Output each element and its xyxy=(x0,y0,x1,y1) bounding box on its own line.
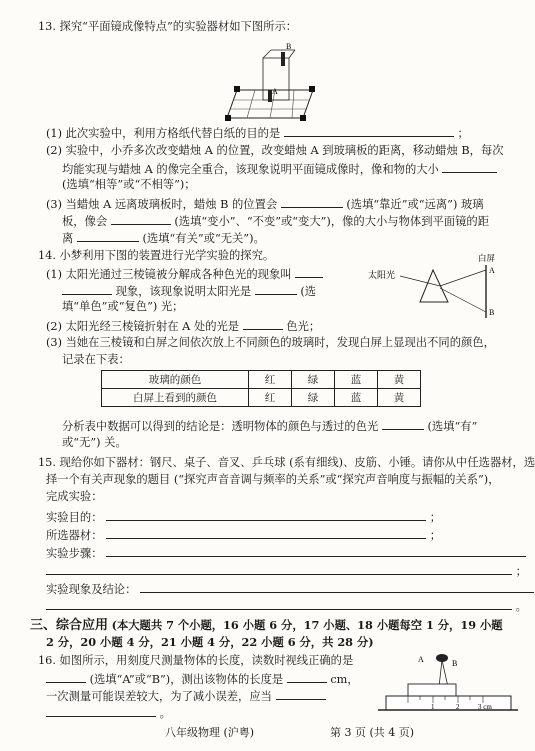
q16-line2-text: (选填“A”或“B”)，测出该物体的长度是 xyxy=(89,673,284,686)
section3-desc-b: 2 分，20 小题 4 分，21 小题 4 分，22 小题 6 分，共 28 分) xyxy=(46,635,374,649)
q16-line1 xyxy=(38,654,353,668)
q13-part3c-text2: (选填“有关”或“无关”)。 xyxy=(142,232,265,245)
q14-blank-1b[interactable] xyxy=(62,283,112,295)
q13-part3b-text2: (选填“变小”、“不变”或“变大”)，像的大小与物体到平面镜的距 xyxy=(174,215,489,228)
q15-steps-row-2 xyxy=(46,563,527,579)
q14-part1b-text: 现象，该现象说明太阳光是 xyxy=(115,285,252,298)
table-cell: 绿 xyxy=(292,371,335,389)
q16-line3 xyxy=(46,688,326,704)
q16-blank-3[interactable] xyxy=(276,688,326,700)
q14-conclusion-text2: (选填“有” xyxy=(427,420,478,433)
q16-line4 xyxy=(46,705,171,721)
q16-label-b: B xyxy=(452,659,458,668)
q15-result-blank-2[interactable] xyxy=(46,598,512,610)
q14-part1a-text: (1) 太阳光通过三棱镜被分解成各种色光的现象叫 xyxy=(46,268,292,281)
table-row xyxy=(102,389,421,407)
q13-part3a-text: (3) 当蜡烛 A 远离玻璃板时，蜡烛 B 的位置会 xyxy=(46,198,278,211)
q16-label-a: A xyxy=(418,655,424,664)
q16-line2-unit: cm， xyxy=(330,673,359,686)
table-cell: 蓝 xyxy=(335,371,378,389)
table-cell: 白屏上看到的颜色 xyxy=(102,389,249,407)
q14-part1b-text2: (选 xyxy=(300,285,317,298)
q14-conclusion-a xyxy=(62,418,477,434)
q13-part2b xyxy=(62,161,497,177)
table-cell: 黄 xyxy=(378,389,421,407)
q14-color-table xyxy=(101,370,421,407)
q16-blank-4[interactable] xyxy=(46,705,156,717)
q15-result-label: 实验现象及结论： xyxy=(46,583,137,596)
section3-desc-a: (本大题共 7 个小题，16 小题 6 分，17 小题、18 小题每空 1 分，19 小题 xyxy=(111,618,503,632)
q14-part2-text: (2) 太阳光经三棱镜折射在 A 处的光是 xyxy=(46,320,240,333)
q13-blank-1[interactable] xyxy=(284,125,454,137)
q14-part2-end: 色光； xyxy=(286,320,321,333)
q15-period: 。 xyxy=(515,600,527,613)
footer-subject: 八年级物理 (沪粤) xyxy=(165,726,255,739)
q13-blank-4[interactable] xyxy=(111,213,171,225)
q15-steps-blank-1[interactable] xyxy=(106,545,526,557)
q15-stem-c: 完成实验： xyxy=(46,490,103,503)
footer-page-number: 第 3 页 (共 4 页) xyxy=(330,726,415,739)
q13-part2a: (2) 实验中，小乔多次改变蜡烛 A 的位置，改变蜡烛 A 到玻璃板的距离，移动蜡烛 B，每次 xyxy=(46,144,504,157)
table-cell: 蓝 xyxy=(335,389,378,407)
q15-steps-label: 实验步骤： xyxy=(46,547,103,560)
q16-tick-3: 3 cm xyxy=(478,703,492,711)
q14-part1c: 填“单色”或“复色”) 光； xyxy=(62,300,184,313)
q14-blank-2[interactable] xyxy=(255,283,297,295)
q15-purpose-label: 实验目的： xyxy=(46,511,103,524)
q16-tick-1: 1 xyxy=(431,703,435,711)
section3-header xyxy=(30,618,503,633)
q14-label-a: A xyxy=(489,266,495,275)
q14-blank-3[interactable] xyxy=(243,318,283,330)
table-cell: 红 xyxy=(249,389,292,407)
q13-part1-text: (1) 此次实验中，利用方格纸代替白纸的目的是 xyxy=(46,127,281,140)
q13-label-b: B xyxy=(286,42,292,51)
q15-steps-blank-2[interactable] xyxy=(46,563,512,575)
q14-blank-1a[interactable] xyxy=(295,266,323,278)
table-cell: 绿 xyxy=(292,389,335,407)
q13-mirror-figure xyxy=(225,38,325,123)
q13-blank-3[interactable] xyxy=(281,196,343,208)
q15-purpose-blank[interactable] xyxy=(106,509,426,521)
q16-line1-text: 16. 如图所示，用刻度尺测量物体的长度，读数时视线正确的是 xyxy=(38,654,354,667)
q13-part3b-text: 板，像会 xyxy=(62,215,108,228)
q16-ruler-figure xyxy=(378,648,518,718)
table-cell: 黄 xyxy=(378,371,421,389)
q16-line2 xyxy=(46,671,359,687)
q14-conclusion-b: 或“无”) 关。 xyxy=(62,436,127,449)
q16-blank-2[interactable] xyxy=(287,671,327,683)
q13-stem: 13. 探究“平面镜成像特点”的实验器材如下图所示： xyxy=(38,20,298,33)
table-cell: 红 xyxy=(249,371,292,389)
q14-part3b: 记录在下表： xyxy=(62,353,130,366)
q13-blank-2[interactable] xyxy=(442,161,497,173)
q15-stem-a: 15. 现给你如下器材：钢尺、桌子、音叉、乒乓球 (系有细线)、皮筋、小锤。请你从中任选器材，选 xyxy=(38,456,535,469)
q15-purpose-row xyxy=(46,509,441,525)
q13-part1 xyxy=(46,125,469,141)
q15-semicolon: ； xyxy=(515,565,527,578)
q15-result-row-2 xyxy=(46,598,527,614)
q14-part2 xyxy=(46,318,320,334)
table-cell: 玻璃的颜色 xyxy=(102,371,249,389)
q14-prism-figure xyxy=(368,254,508,322)
q13-part3c-text: 离 xyxy=(62,232,74,245)
q15-equipment-blank[interactable] xyxy=(106,527,426,539)
q13-part1-end: ； xyxy=(457,127,469,140)
q15-result-blank-1[interactable] xyxy=(140,581,534,593)
q15-result-row xyxy=(46,581,534,597)
q15-semicolon: ； xyxy=(429,511,441,524)
q14-blank-4[interactable] xyxy=(382,418,424,430)
q13-label-a: A xyxy=(272,87,278,96)
q13-part2b-text: 均能实现与蜡烛 A 的像完全重合，该现象说明平面镜成像时，像和物的大小 xyxy=(62,163,439,176)
q14-part3a: (3) 当她在三棱镜和白屏之间依次放上不同颜色的玻璃时，发现白屏上显现出不同的颜色， xyxy=(46,336,495,349)
q13-part3c xyxy=(62,230,265,246)
q14-part1b xyxy=(62,283,316,299)
q14-part1a xyxy=(46,266,323,282)
table-row xyxy=(102,371,421,389)
q14-sun-label: 太阳光 xyxy=(368,271,396,281)
q15-equipment-label: 所选器材： xyxy=(46,529,103,542)
q13-part2c: (选填“相等”或“不相等”)； xyxy=(62,178,196,191)
q14-conclusion-text: 分析表中数据可以得到的结论是：透明物体的颜色与透过的色光 xyxy=(62,420,379,433)
q13-part3a xyxy=(46,196,484,212)
q15-steps-row xyxy=(46,545,526,561)
q15-semicolon: ； xyxy=(429,529,441,542)
q16-line4-end: 。 xyxy=(159,707,171,720)
q14-screen-label: 白屏 xyxy=(478,254,496,264)
section3-title: 三、综合应用 xyxy=(30,618,109,633)
q13-part3a-text2: (选填“靠近”或“远离”) 玻璃 xyxy=(346,198,484,211)
q14-stem: 14. 小梦利用下图的装置进行光学实验的探究。 xyxy=(38,249,275,262)
q16-line3-text: 一次测量可能误差较大，为了减小误差，应当 xyxy=(46,690,272,703)
q16-blank-1[interactable] xyxy=(46,671,86,683)
q15-equipment-row xyxy=(46,527,441,543)
q16-tick-2: 2 xyxy=(456,703,460,711)
q15-stem-b: 择一个有关声现象的题目 (“探究声音音调与频率的关系”或“探究声音响度与振幅的关系”)， xyxy=(46,473,500,486)
q14-label-b: B xyxy=(489,308,495,317)
q13-part3b xyxy=(62,213,489,229)
q13-blank-5[interactable] xyxy=(77,230,139,242)
